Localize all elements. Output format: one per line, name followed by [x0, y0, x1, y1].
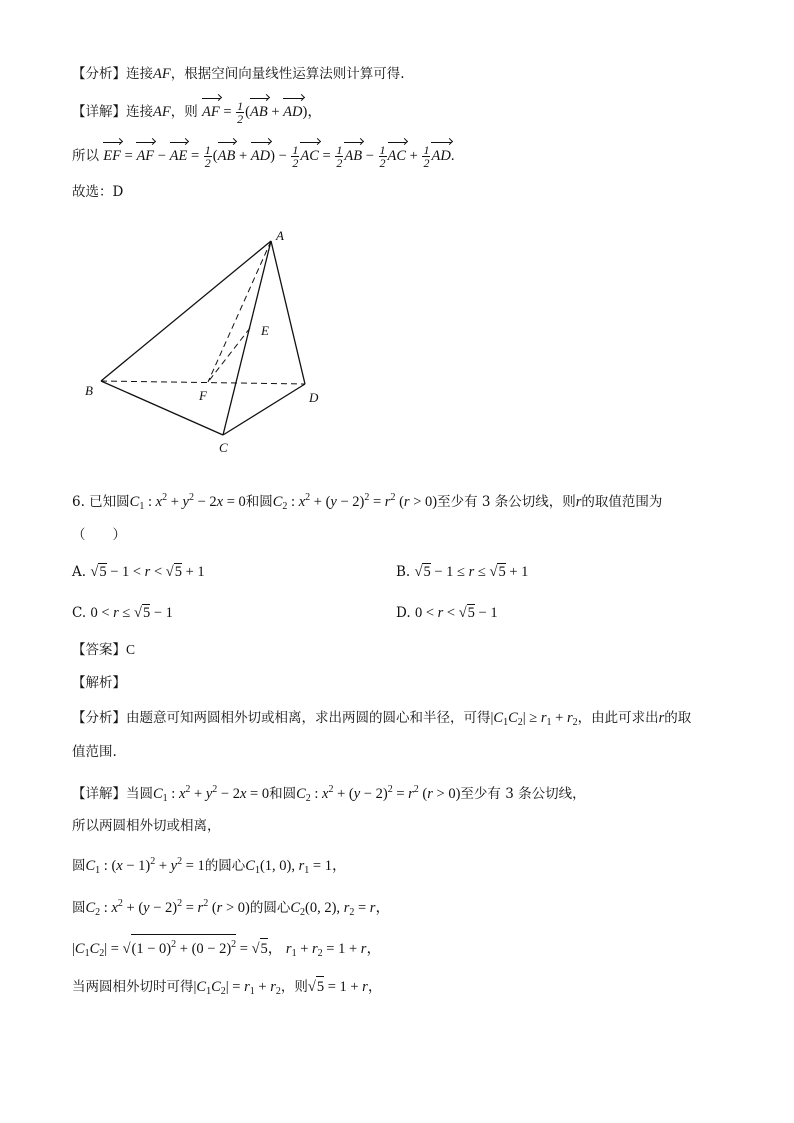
option-b-label: B. [396, 564, 411, 580]
q6-stem: 6. 已知圆$C_1$ : $x^2 + y^2 - 2x = 0$和圆$C_2$ : $x^2 + (y - 2)^2 = r^2$ (r > 0)至少有 3 条公切线，则r的取值范围为 [72, 492, 663, 512]
q5-analysis-line [72, 64, 405, 84]
edge-ac [223, 241, 271, 435]
q6-explain-tag: 【解析】 [72, 675, 126, 691]
edge-bd [101, 381, 305, 384]
edge-ad [271, 241, 305, 384]
analysis-text-2-q6: ，由此可求出 [577, 710, 659, 726]
label-a: A [276, 228, 284, 243]
analysis-text-3-q6: 的取 [664, 710, 692, 726]
q6-tangent-line: 当两圆相外切时可得$|C_1C_2| = r_1 + r_2$，则√5 = 1 + r， [72, 976, 382, 1002]
edge-cd [223, 384, 305, 435]
q6-distance-line: $|C_1C_2| = √(1 - 0)^2 + (0 - 2)^2 = √5$， $r_1 + r_2 = 1 + r$， [72, 934, 381, 964]
detail-and-q6: 和圆 [269, 786, 297, 802]
q5-so-line [72, 144, 454, 169]
stem-and: 和圆 [245, 494, 273, 510]
detail-text-q6: 当圆 [126, 786, 153, 802]
option-a-label: A. [72, 564, 87, 580]
option-d[interactable]: D. 0 < r < √5 − 1 [396, 605, 498, 621]
stem-end: 的取值范围为 [581, 494, 663, 510]
option-d-label: D. [396, 605, 411, 621]
tetrahedron-figure [80, 228, 330, 460]
analysis-tag-q6: 【分析】 [72, 710, 126, 726]
stem-suffix: 至少有 3 条公切线，则 [437, 494, 576, 510]
stem-prefix: 6. 已知圆 [72, 494, 130, 510]
label-b: B [85, 383, 93, 398]
circle-c1-eq: $C_1$ : $x^2 + y^2 - 2x = 0$ [129, 492, 246, 512]
formula-c1c2-ineq: $|C_1C_2| \ge r_1 + r_2$ [490, 710, 578, 728]
formula-ef: EF = AF − AE = $\frac{1}{2}$ (AB + AD) − $\frac{1}{2}$ AC = $\frac{1}{2}$ AB − $\frac{1}{2}$ AC + $\frac{1}{2}$ AD. [103, 143, 455, 170]
label-f: F [199, 388, 207, 403]
label-c: C [219, 440, 228, 455]
q6-so-line: 所以两圆相外切或相离， [72, 818, 221, 834]
segment-af [208, 241, 271, 382]
option-b[interactable]: B. √5 − 1 ≤ r ≤ √5 + 1 [396, 564, 529, 580]
edge-ab [101, 241, 271, 381]
option-c-label: C. [72, 605, 87, 621]
answer-value: C [126, 642, 136, 657]
detail-var: AF [153, 103, 171, 120]
analysis-tag: 【分析】 [72, 66, 126, 82]
analysis-var: AF [153, 66, 171, 82]
q5-choose: 故选：D [72, 184, 124, 200]
detail-tag-q6: 【详解】 [72, 786, 126, 802]
option-a[interactable]: A. √5 − 1 < r < √5 + 1 [72, 564, 205, 580]
formula-af: AF = $\frac{1}{2}$ (AB + AD)， [202, 99, 322, 126]
detail-tag: 【详解】 [72, 103, 126, 120]
so-text: 所以 [72, 147, 99, 164]
option-c[interactable]: C. 0 < r ≤ √5 − 1 [72, 605, 173, 621]
circle-c2-eq: $C_2$ : $x^2 + (y - 2)^2 = r^2$ (r > 0) [272, 492, 438, 512]
q6-c1-line: 圆$C_1$ : $(x - 1)^2 + y^2 = 1$的圆心$C_1(1$, 0), $r_1 = 1$， [72, 856, 347, 876]
answer-tag: 【答案】 [72, 642, 126, 658]
label-d: D [309, 390, 319, 405]
detail-suffix-q6: 至少有 3 条公切线， [460, 786, 586, 802]
label-e: E [261, 323, 269, 338]
analysis-text-2: ，根据空间向量线性运算法则计算可得. [170, 66, 405, 82]
q5-detail-line [72, 100, 322, 125]
q6-analysis-cont: 值范围. [72, 744, 117, 760]
q6-answer [72, 640, 135, 660]
q6-paren: （ ） [72, 527, 126, 543]
q6-c2-line: 圆$C_2$ : $x^2 + (y - 2)^2 = r^2$ (r > 0)的圆心$C_2(0$, 2), $r_2 = r$， [72, 898, 390, 918]
q6-analysis: 【分析】由题意可知两圆相外切或相离，求出两圆的圆心和半径，可得$|C_1C_2| \ge r_1 + r_2$，由此可求出r的取 [72, 710, 692, 728]
detail-text-2: ，则 [170, 103, 198, 120]
analysis-text: 连接 [126, 66, 153, 82]
analysis-text-q6: 由题意可知两圆相外切或相离，求出两圆的圆心和半径，可得 [126, 710, 491, 726]
q6-detail: 【详解】当圆$C_1$ : $x^2 + y^2 - 2x = 0$和圆$C_2$ : $x^2 + (y - 2)^2 = r^2$ (r > 0)至少有 3 条公切线， [72, 784, 586, 804]
detail-text: 连接 [126, 103, 153, 120]
